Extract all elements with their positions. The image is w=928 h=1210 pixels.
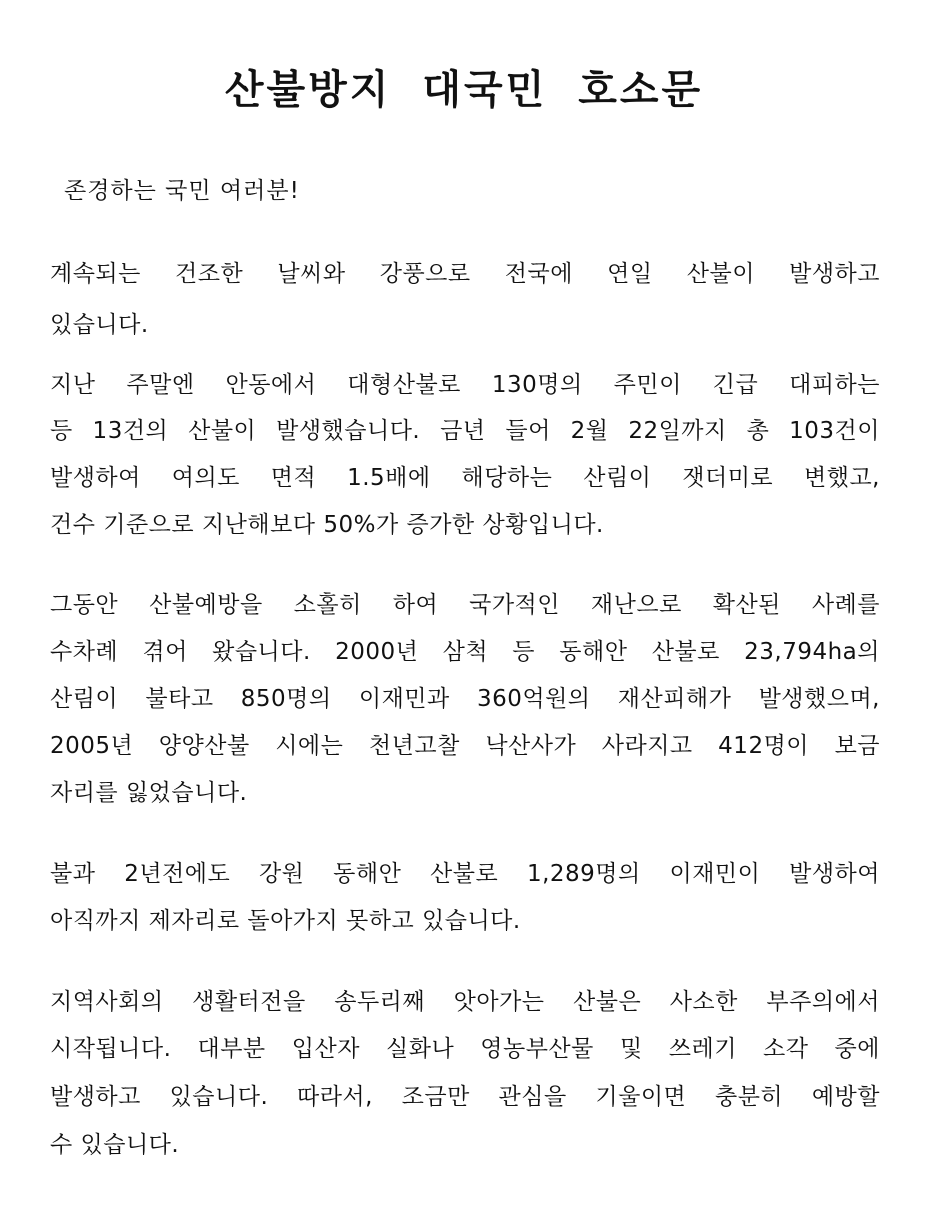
paragraph-4-line-1: 불과 2년전에도 강원 동해안 산불로 1,289명의 이재민이 발생하여 [50,861,880,887]
paragraph-3-line-5: 자리를 잃었습니다. [50,780,248,806]
paragraph-2-line-2: 등 13건의 산불이 발생했습니다. 금년 들어 2월 22일까지 총 103건이 [50,418,880,444]
paragraph-5-line-4: 수 있습니다. [50,1132,180,1158]
paragraph-4-line-2: 아직까지 제자리로 돌아가지 못하고 있습니다. [50,908,521,934]
paragraph-2-line-1: 지난 주말엔 안동에서 대형산불로 130명의 주민이 긴급 대피하는 [50,372,880,398]
paragraph-3-line-1: 그동안 산불예방을 소홀히 하여 국가적인 재난으로 확산된 사례를 [50,592,880,618]
paragraph-5-line-2: 시작됩니다. 대부분 입산자 실화나 영농부산물 및 쓰레기 소각 중에 [50,1036,880,1062]
paragraph-1-line-2: 있습니다. [50,312,149,338]
paragraph-3-line-4: 2005년 양양산불 시에는 천년고찰 낙산사가 사라지고 412명이 보금 [50,733,880,759]
paragraph-5-line-3: 발생하고 있습니다. 따라서, 조금만 관심을 기울이면 충분히 예방할 [50,1084,880,1110]
paragraph-1-line-1: 계속되는 건조한 날씨와 강풍으로 전국에 연일 산불이 발생하고 [50,261,880,287]
page-title: 산불방지 대국민 호소문 [224,67,704,113]
paragraph-3-line-2: 수차례 겪어 왔습니다. 2000년 삼척 등 동해안 산불로 23,794ha의 [50,639,880,665]
greeting-text: 존경하는 국민 여러분! [64,178,300,204]
paragraph-3-line-3: 산림이 불타고 850명의 이재민과 360억원의 재산피해가 발생했으며, [50,686,880,712]
paragraph-5-line-1: 지역사회의 생활터전을 송두리째 앗아가는 산불은 사소한 부주의에서 [50,989,880,1015]
paragraph-2-line-4: 건수 기준으로 지난해보다 50%가 증가한 상황입니다. [50,512,604,538]
paragraph-2-line-3: 발생하여 여의도 면적 1.5배에 해당하는 산림이 잿더미로 변했고, [50,465,880,491]
